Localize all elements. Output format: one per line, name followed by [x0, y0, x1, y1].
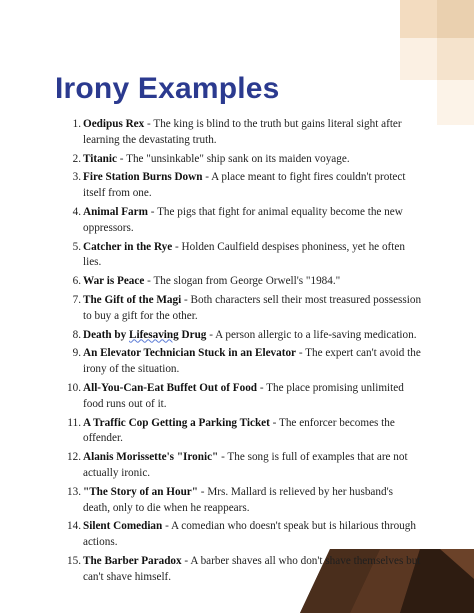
item-number: 5.: [72, 240, 81, 253]
item-description: Both characters sell their most treasured possession to buy a gift for the other.: [83, 293, 422, 322]
item-number: 1.: [72, 118, 81, 130]
item-name: Titanic: [83, 152, 117, 165]
list-item: [62, 205, 422, 237]
list-item: [62, 346, 422, 378]
item-description: Holden Caulfield despises phoniness, yet he often lies.: [83, 240, 405, 269]
item-description: A comedian who doesn't speak but is hilarious through actions.: [83, 520, 416, 549]
item-separator: -: [202, 171, 212, 184]
item-separator: -: [144, 118, 154, 130]
irony-examples-list: [62, 117, 422, 589]
item-name: [83, 329, 206, 341]
item-name: All-You-Can-Eat Buffet Out of Food: [83, 381, 258, 394]
top-corner-decoration: [364, 0, 474, 125]
item-separator: -: [181, 293, 191, 306]
list-item: [62, 485, 422, 517]
item-description: The expert can't avoid the irony of the situation.: [83, 347, 421, 376]
list-item: [62, 519, 422, 551]
item-separator: -: [296, 347, 306, 360]
item-name-suffix: Drug: [178, 328, 207, 341]
spellcheck-underlined-word: Lifesaving: [129, 328, 179, 341]
item-number: 6.: [72, 275, 81, 288]
item-description: Mrs. Mallard is relieved by her husband's death, only to die when he reappears.: [83, 485, 393, 514]
item-name: A Traffic Cop Getting a Parking Ticket: [83, 416, 270, 429]
item-description: The "unsinkable" ship sank on its maiden voyage.: [126, 152, 350, 165]
item-description: The king is blind to the truth but gains literal sight after learning the devastating truth.: [83, 118, 402, 146]
item-name: The Gift of the Magi: [83, 293, 182, 306]
item-name: The Barber Paradox: [83, 554, 182, 567]
item-separator: -: [206, 328, 216, 341]
item-number: 3.: [72, 171, 81, 184]
item-name: Fire Station Burns Down: [83, 171, 203, 184]
item-number: 12.: [67, 451, 81, 464]
item-number: 15.: [67, 554, 81, 567]
list-item: [62, 274, 422, 290]
list-item: [62, 170, 422, 202]
item-description: The slogan from George Orwell's "1984.": [153, 275, 341, 288]
item-description: A person allergic to a life-saving medication.: [215, 328, 417, 341]
item-number: 10.: [67, 381, 81, 394]
item-name: "The Story of an Hour": [83, 485, 198, 498]
item-description: A barber shaves all who don't shave themselves but can't shave himself.: [83, 554, 421, 583]
item-description: A place meant to fight fires couldn't protect itself from one.: [83, 171, 406, 200]
item-name: Silent Comedian: [83, 520, 163, 533]
item-name: Alanis Morissette's "Ironic": [83, 451, 219, 464]
item-name: Animal Farm: [83, 205, 148, 218]
list-item: [62, 152, 422, 168]
item-number: 7.: [72, 293, 81, 306]
page-title: Irony Examples: [55, 72, 280, 105]
item-number: 2.: [72, 152, 81, 165]
item-name: Catcher in the Rye: [83, 240, 173, 253]
item-description: The pigs that fight for animal equality become the new oppressors.: [83, 205, 403, 234]
item-number: 9.: [72, 347, 81, 360]
item-name: War is Peace: [83, 275, 145, 288]
list-item: [62, 117, 422, 149]
item-separator: -: [269, 416, 279, 429]
item-name: Oedipus Rex: [83, 118, 145, 130]
item-number: 14.: [67, 520, 81, 533]
item-name: An Elevator Technician Stuck in an Elevator: [83, 347, 297, 360]
item-separator: -: [144, 275, 154, 288]
item-separator: -: [172, 240, 182, 253]
item-separator: -: [181, 554, 191, 567]
item-separator: -: [116, 152, 127, 165]
item-description: The enforcer becomes the offender.: [83, 416, 395, 445]
item-separator: -: [162, 520, 171, 533]
list-item: [62, 328, 422, 344]
item-number: 11.: [67, 416, 81, 429]
item-number: 4.: [72, 205, 81, 218]
item-separator: -: [257, 381, 267, 394]
list-item: [62, 554, 422, 586]
item-separator: -: [197, 485, 208, 498]
list-item: [62, 293, 422, 325]
item-number: 13.: [67, 485, 81, 498]
list-item: [62, 450, 422, 482]
list-item: [62, 416, 422, 448]
item-name-prefix: Death by: [83, 328, 129, 341]
list-item: [62, 240, 422, 272]
item-description: The song is full of examples that are not actually ironic.: [83, 451, 408, 479]
item-separator: -: [147, 205, 158, 218]
item-description: The place promising unlimited food runs out of it.: [83, 381, 404, 410]
item-number: 8.: [72, 328, 81, 341]
item-separator: -: [218, 451, 228, 464]
list-item: [62, 381, 422, 413]
